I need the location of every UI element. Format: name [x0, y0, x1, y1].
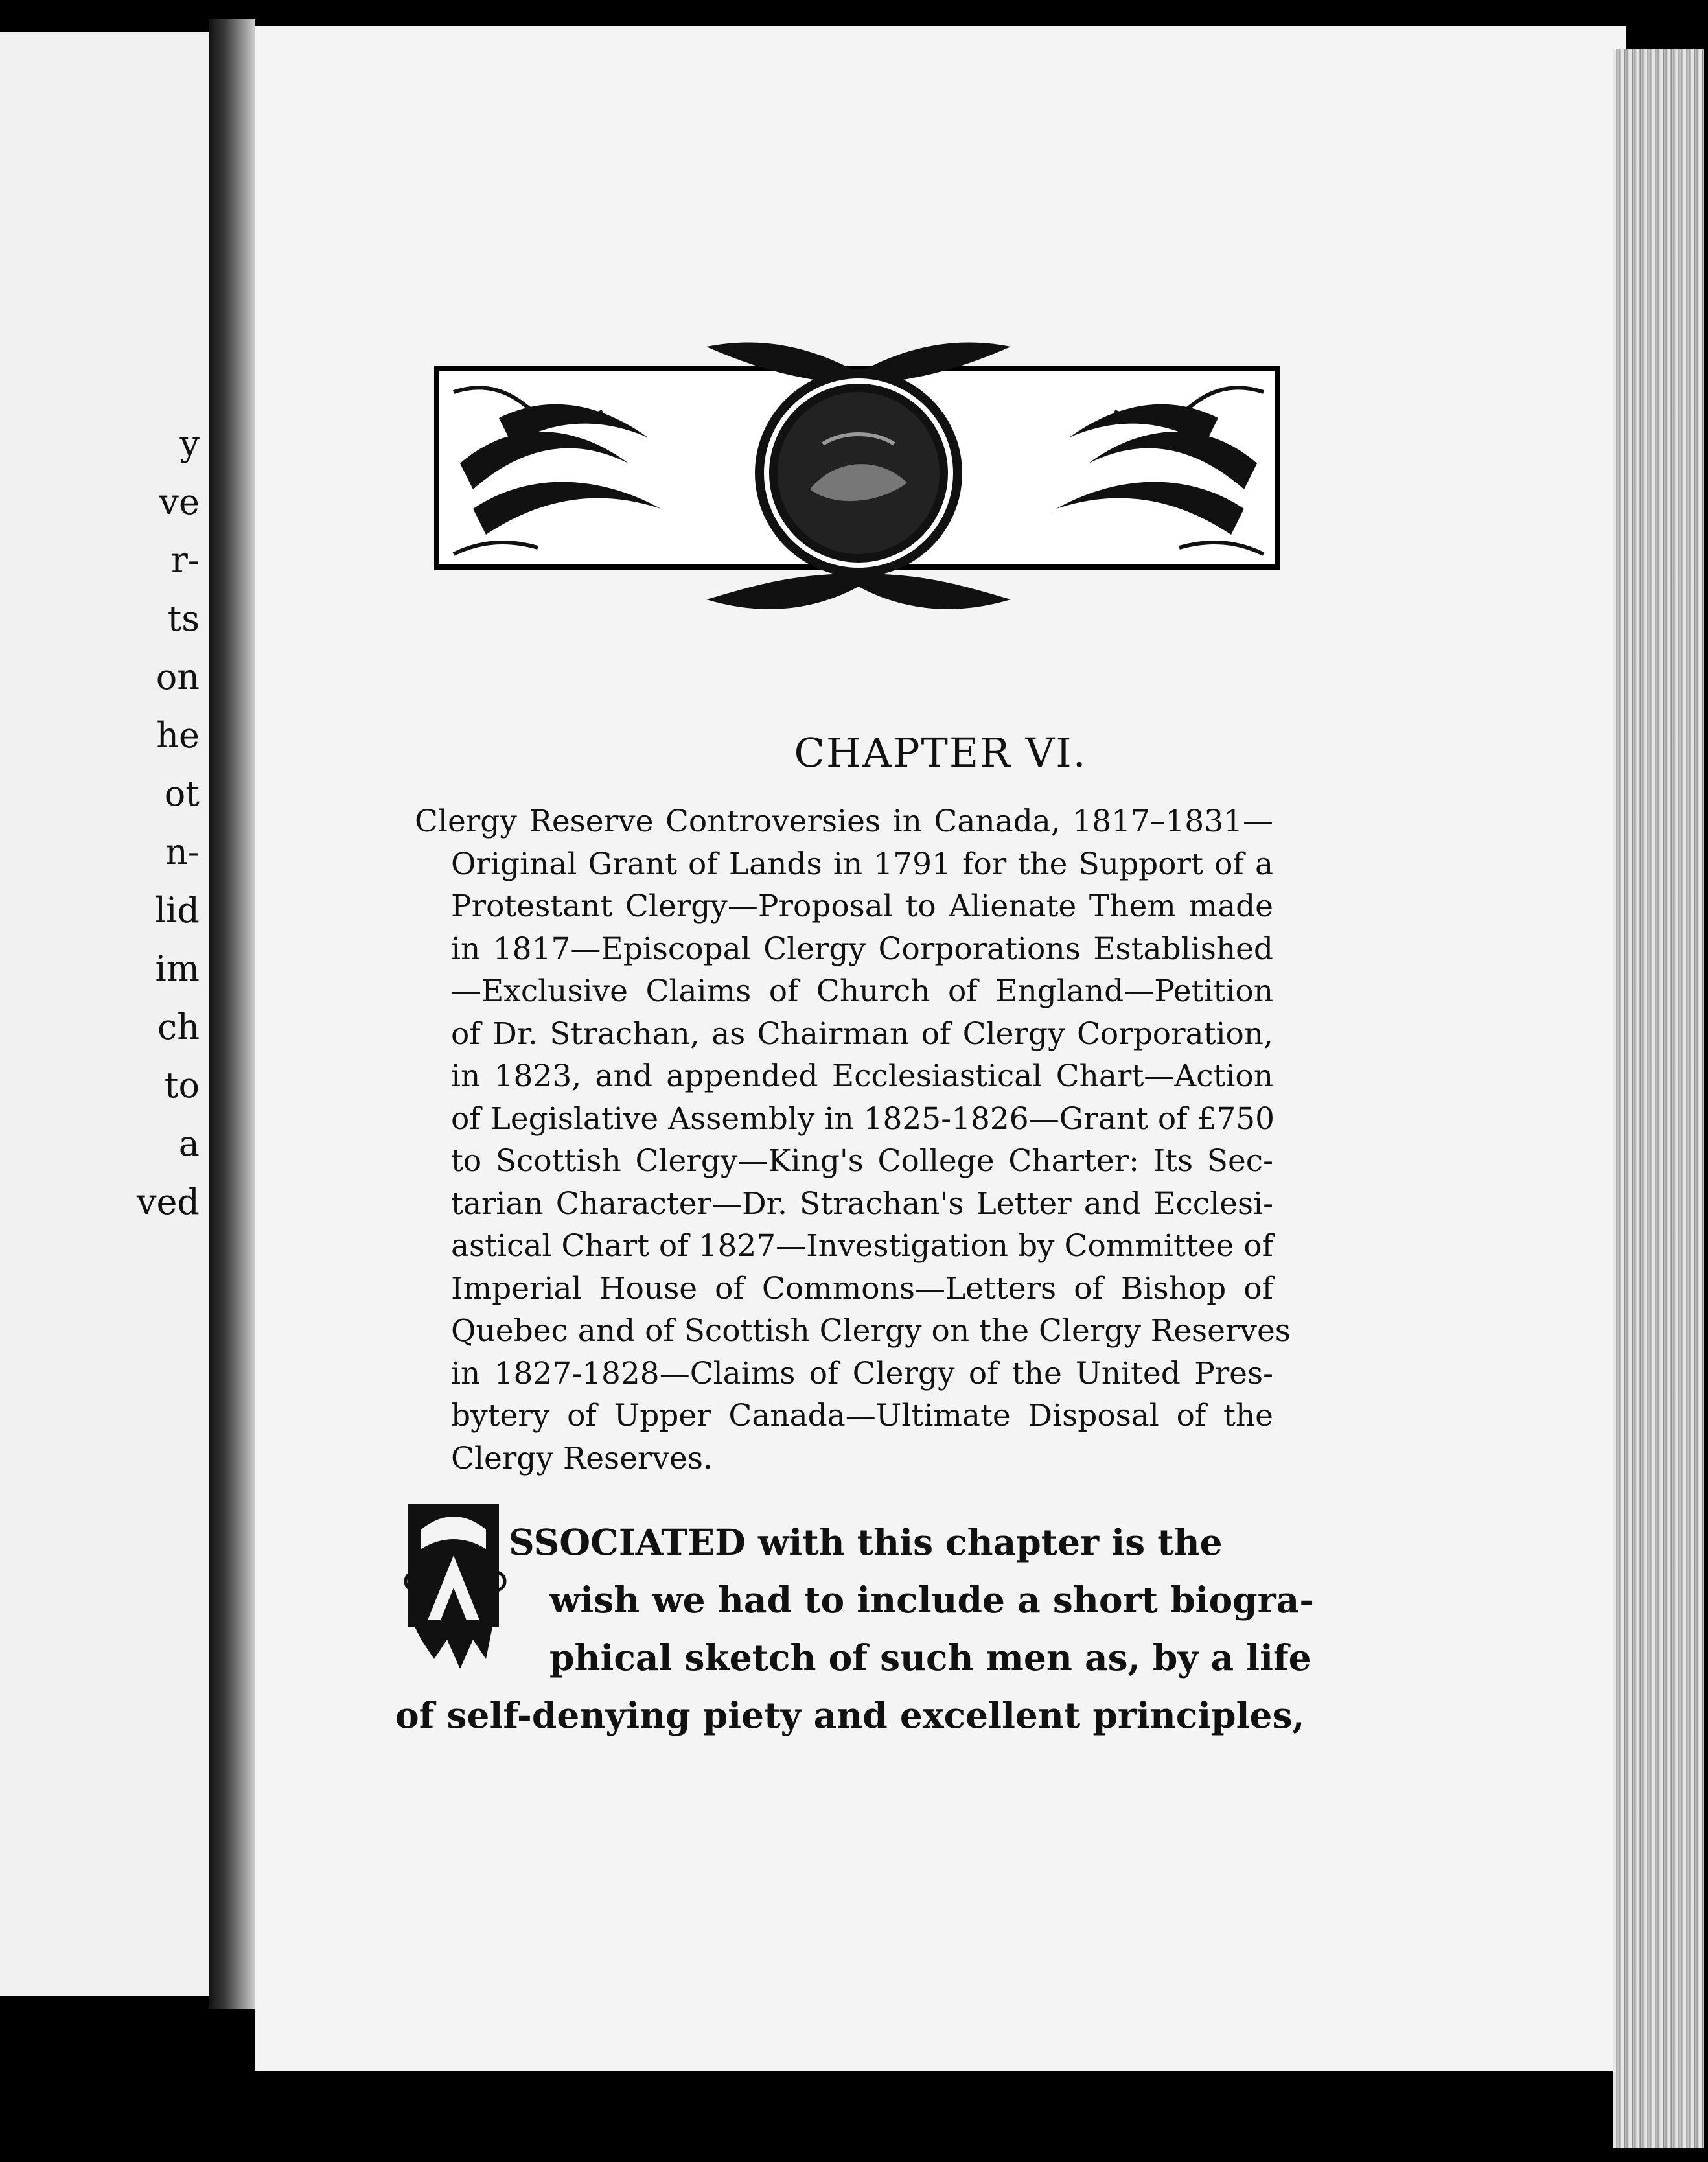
- chapter-title: CHAPTER VI.: [794, 729, 1087, 776]
- left-line: to: [164, 1065, 200, 1106]
- left-line: he: [156, 715, 200, 756]
- synopsis-line: of Legislative Assembly in 1825-1826—Grant of £750: [451, 1100, 1275, 1137]
- left-line: a: [178, 1123, 200, 1164]
- synopsis-line: tarian Character—Dr. Strachan's Letter and Ecclesi-: [451, 1185, 1273, 1222]
- left-line: ved: [136, 1181, 200, 1222]
- body-line: of self-denying piety and excellent principles,: [395, 1694, 1305, 1736]
- body-line: phical sketch of such men as, by a life: [549, 1636, 1311, 1679]
- synopsis-line: Quebec and of Scottish Clergy on the Clergy Reserves: [451, 1313, 1291, 1349]
- left-line: ch: [157, 1006, 200, 1047]
- synopsis-line: Imperial House of Commons—Letters of Bishop of: [451, 1270, 1273, 1307]
- left-line: im: [155, 948, 200, 989]
- left-line: on: [156, 657, 200, 697]
- headpiece-ornament: [434, 340, 1283, 625]
- drop-cap-letter: A: [446, 1603, 461, 1625]
- synopsis-line: to Scottish Clergy—King's College Charter: Its Sec-: [451, 1143, 1273, 1179]
- left-page-text: [137, 415, 200, 1231]
- synopsis-line: bytery of Upper Canada—Ultimate Disposal of the: [451, 1398, 1273, 1434]
- synopsis-line: Clergy Reserves.: [451, 1440, 713, 1476]
- left-line: n-: [165, 831, 200, 872]
- left-line: lid: [154, 890, 200, 931]
- body-line: SSOCIATED with this chapter is the: [509, 1521, 1223, 1563]
- synopsis-line: Protestant Clergy—Proposal to Alienate Them made: [451, 889, 1273, 924]
- synopsis-line: of Dr. Strachan, as Chairman of Clergy Corporation,: [451, 1016, 1273, 1052]
- synopsis-line: astical Chart of 1827—Investigation by Committee of: [451, 1228, 1273, 1264]
- synopsis-line: in 1823, and appended Ecclesiastical Chart—Action: [451, 1058, 1273, 1094]
- left-line: ot: [164, 773, 200, 814]
- synopsis-line: in 1827-1828—Claims of Clergy of the United Pres-: [451, 1355, 1273, 1391]
- left-line: ts: [167, 598, 200, 639]
- left-page: [0, 32, 209, 1996]
- chapter-synopsis: [415, 800, 1291, 1480]
- left-line: y: [179, 423, 200, 464]
- synopsis-line: —Exclusive Claims of Church of England—Petition: [451, 973, 1273, 1009]
- page-edges: [1613, 49, 1704, 2148]
- synopsis-line: Original Grant of Lands in 1791 for the Support of a: [451, 846, 1273, 882]
- body-paragraph: [395, 1513, 1315, 1744]
- left-line: r-: [170, 540, 200, 581]
- synopsis-line: Clergy Reserve Controversies in Canada, 1817–1831—: [415, 804, 1273, 839]
- book-gutter: [209, 19, 255, 2009]
- synopsis-line: in 1817—Episcopal Clergy Corporations Established: [451, 931, 1273, 967]
- body-line: wish we had to include a short biogra-: [549, 1579, 1315, 1621]
- left-line: ve: [159, 482, 200, 522]
